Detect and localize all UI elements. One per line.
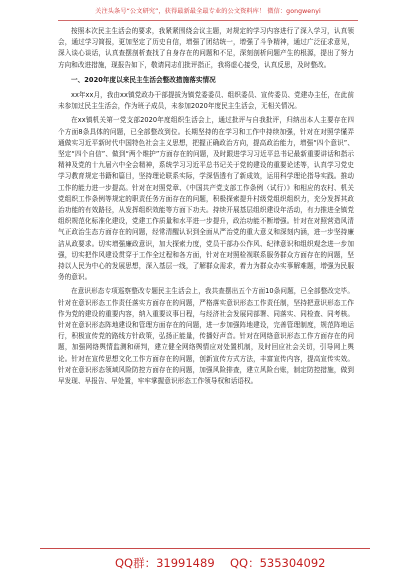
intro-paragraph: 按照本次民主生活会的要求，我紧紧围绕会议主题，对规定的学习内容进行了深入学习，认真领会，通过学习简报，更加坚定了历史自信，增强了团结统一，增强了斗争精神，通过广泛征求意见，深入谈心谈话，认真查摆剖析查找了自身存在的问题和不足，深刻剖析问题产生的根源，提出了努力方向和改进措施，现报告如下，敬请同志们批评指正，我将虚心接受，认真反思，及时整改。: [58, 27, 354, 69]
page-header: [58, 4, 358, 21]
body-paragraph: 在xx镇机关第一党支部2020年度组织生活会上，通过批评与自我批评，归纳出本人主要存在四个方面8条具体的问题，已全部整改到位。长期坚持的在学习和工作中持续加强，针对在对照学懂弄通做实习近平新时代中国特色社会主义思想，把握正确政治方向，提高政治能力，增强“四个意识”、坚定“四个自信”、做到“两个维护”方面存在的问题，及时跟进学习习近平总书记最新重要讲话和指示精神及党的十九届六中全会精神，系统学习习近平总书记关于党的建设的重要论述等，认真学习党史学习教育规定书籍和篇目，坚持理论联系实际，学深悟透有了新成效，运用科学理论指导实践。推动工作的能力进一步提高。针对在对照党章、《中国共产党支部工作条例（试行）》和相应的农村、机关党组织工作条例等规定的职责任务方面存在的问题，积极探索提升村级党组织组织力，充分发挥其政治功能的有效路径，从发挥组织效能等方面下功夫。持续开展基层组织建设年活动，有力推进全镇党组织规范化标准化建设，党建工作质量和水平进一步提升，政治功能不断增强。针对在对照营造风清气正政治生态方面存在的问题，经常清醒认识到全面从严治党的重大意义和深刻内涵，进一步坚持廉洁从政要求。切实增强廉政意识，加大探索力度，党员干部办公作风、纪律意识和组织观念进一步加强，切实把作风建设贯穿于工作全过程和各方面，针对在对照检视联系服务群众方面存在的问题，坚持以人民为中心的发展思想，深入基层一线，了解群众需求，着力为群众办实事解难题，增强为民服务的意识。: [58, 116, 354, 282]
document-body: [58, 26, 354, 390]
footer-qq-number: QQ：535304092: [230, 556, 326, 570]
body-paragraph: xx年xx月，我由xx镇党政办干部提拔为镇党委委员、组织委员、宣传委员、党建办主任，在此前未参加过民主生活会，作为班子成员，未参加2020年度民主生活会，无相关情况。: [58, 91, 354, 111]
section-heading: 一、2020年度以来民主生活会整改措施落实情况: [71, 75, 216, 84]
body-paragraph: 在意识形态专项巡察整改专题民主生活会上，我共查摆出五个方面10条问题，已全部整改完毕。针对在意识形态工作责任落实方面存在的问题，严格落实意识形态工作责任制，坚持把意识形态工作作为党的建设的重要内容，纳入重要议事日程，与经济社会发展同部署、同落实、同检查、同考核。针对在意识形态阵地建设和管理方面存在的问题，进一步加强阵地建设，完善管理制度，规范阵地运行，积极宣传党的路线方针政策，弘扬正能量，传播好声音。针对在网络意识形态工作方面存在的问题，加强网络舆情监测和研判，建立健全网络舆情应对处置机制，及时回应社会关切，引导网上舆论。针对在宣传思想文化工作方面存在的问题，创新宣传方式方法，丰富宣传内容，提高宣传实效。针对在意识形态领域风险防控方面存在的问题，加强风险排查，建立风险台账，制定防控措施，做到早发现、早报告、早处置，牢牢掌握意识形态工作领导权和话语权。: [58, 287, 354, 386]
footer-qq-group: QQ群：31991489: [115, 556, 215, 570]
header-banner-text: 关注头条号“公文研究”，获得最新最全最专业的公文资料库！ 微信：gongwenyi: [95, 8, 321, 15]
page-footer: [40, 548, 370, 571]
